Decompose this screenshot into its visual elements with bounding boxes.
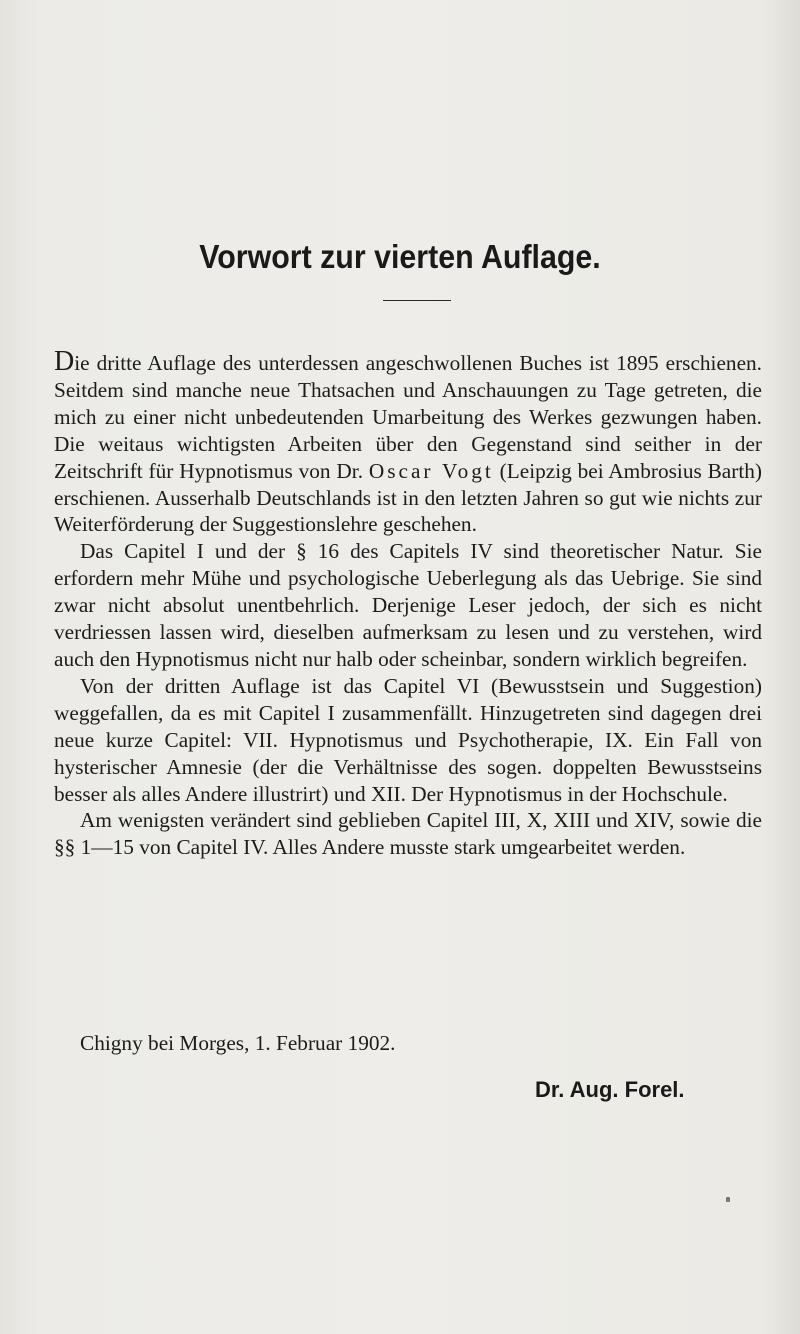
page-title: Vorwort zur vierten Auflage. [199, 238, 601, 275]
drop-cap: D [54, 346, 75, 377]
paragraph-3: Von der dritten Auflage ist das Capitel VI (Bewusstsein und Suggestion) weggefallen, da es mit Capitel I zusammenfällt. Hinzugetreten sind dagegen drei neue kurze Capitel: VII. Hypnotismus und Psychotherapie, IX. Ein Fall von hysterischer Amnesie (der die Verhältnisse des sogen. doppelten Bewusstseins besser als alles Andere illustrirt) und XII. Der Hypnotismus in der Hochschule. [54, 673, 762, 806]
paragraph-1-part-2: (Leipzig bei Ambrosius Barth) erschienen. Ausserhalb Deutschlands ist in den letzten Jahren so gut wie nichts zur Weiterförderung der Suggestionslehre geschehen. [54, 458, 762, 537]
preface-body [54, 346, 762, 861]
author-name-spaced: Oscar Vogt [368, 458, 494, 483]
paragraph-1 [54, 346, 762, 538]
ink-speck [726, 1197, 730, 1202]
place-and-date: Chigny bei Morges, 1. Februar 1902. [80, 1031, 396, 1055]
paragraph-4: Am wenigsten verändert sind geblieben Capitel III, X, XIII und XIV, sowie die §§ 1—15 von Capitel IV. Alles Andere musste stark umgearbeitet werden. [54, 808, 762, 860]
paragraph-1-part-1: ie dritte Auflage des unterdessen angeschwollenen Buches ist 1895 erschienen. Seitdem sind manche neue Thatsachen und Anschauungen zu Tage getreten, die mich zu einer nicht unbedeutenden Umarbeitung des Werkes gezwungen haben. Die weitaus wichtigsten Arbeiten über den Gegenstand sind seither in der Zeitschrift für Hypnotismus von Dr. [54, 351, 762, 483]
paragraph-2: Das Capitel I und der § 16 des Capitels IV sind theoretischer Natur. Sie erfordern mehr Mühe und psychologische Ueberlegung als das Uebrige. Sie sind zwar nicht absolut unentbehrlich. Derjenige Leser jedoch, der sich es nicht verdriessen lassen wird, dieselben aufmerksam zu lesen und zu verstehen, wird auch den Hypnotismus nicht nur halb oder scheinbar, sondern wirklich begreifen. [54, 539, 762, 671]
title-divider [383, 300, 451, 301]
signature: Dr. Aug. Forel. [535, 1077, 685, 1102]
